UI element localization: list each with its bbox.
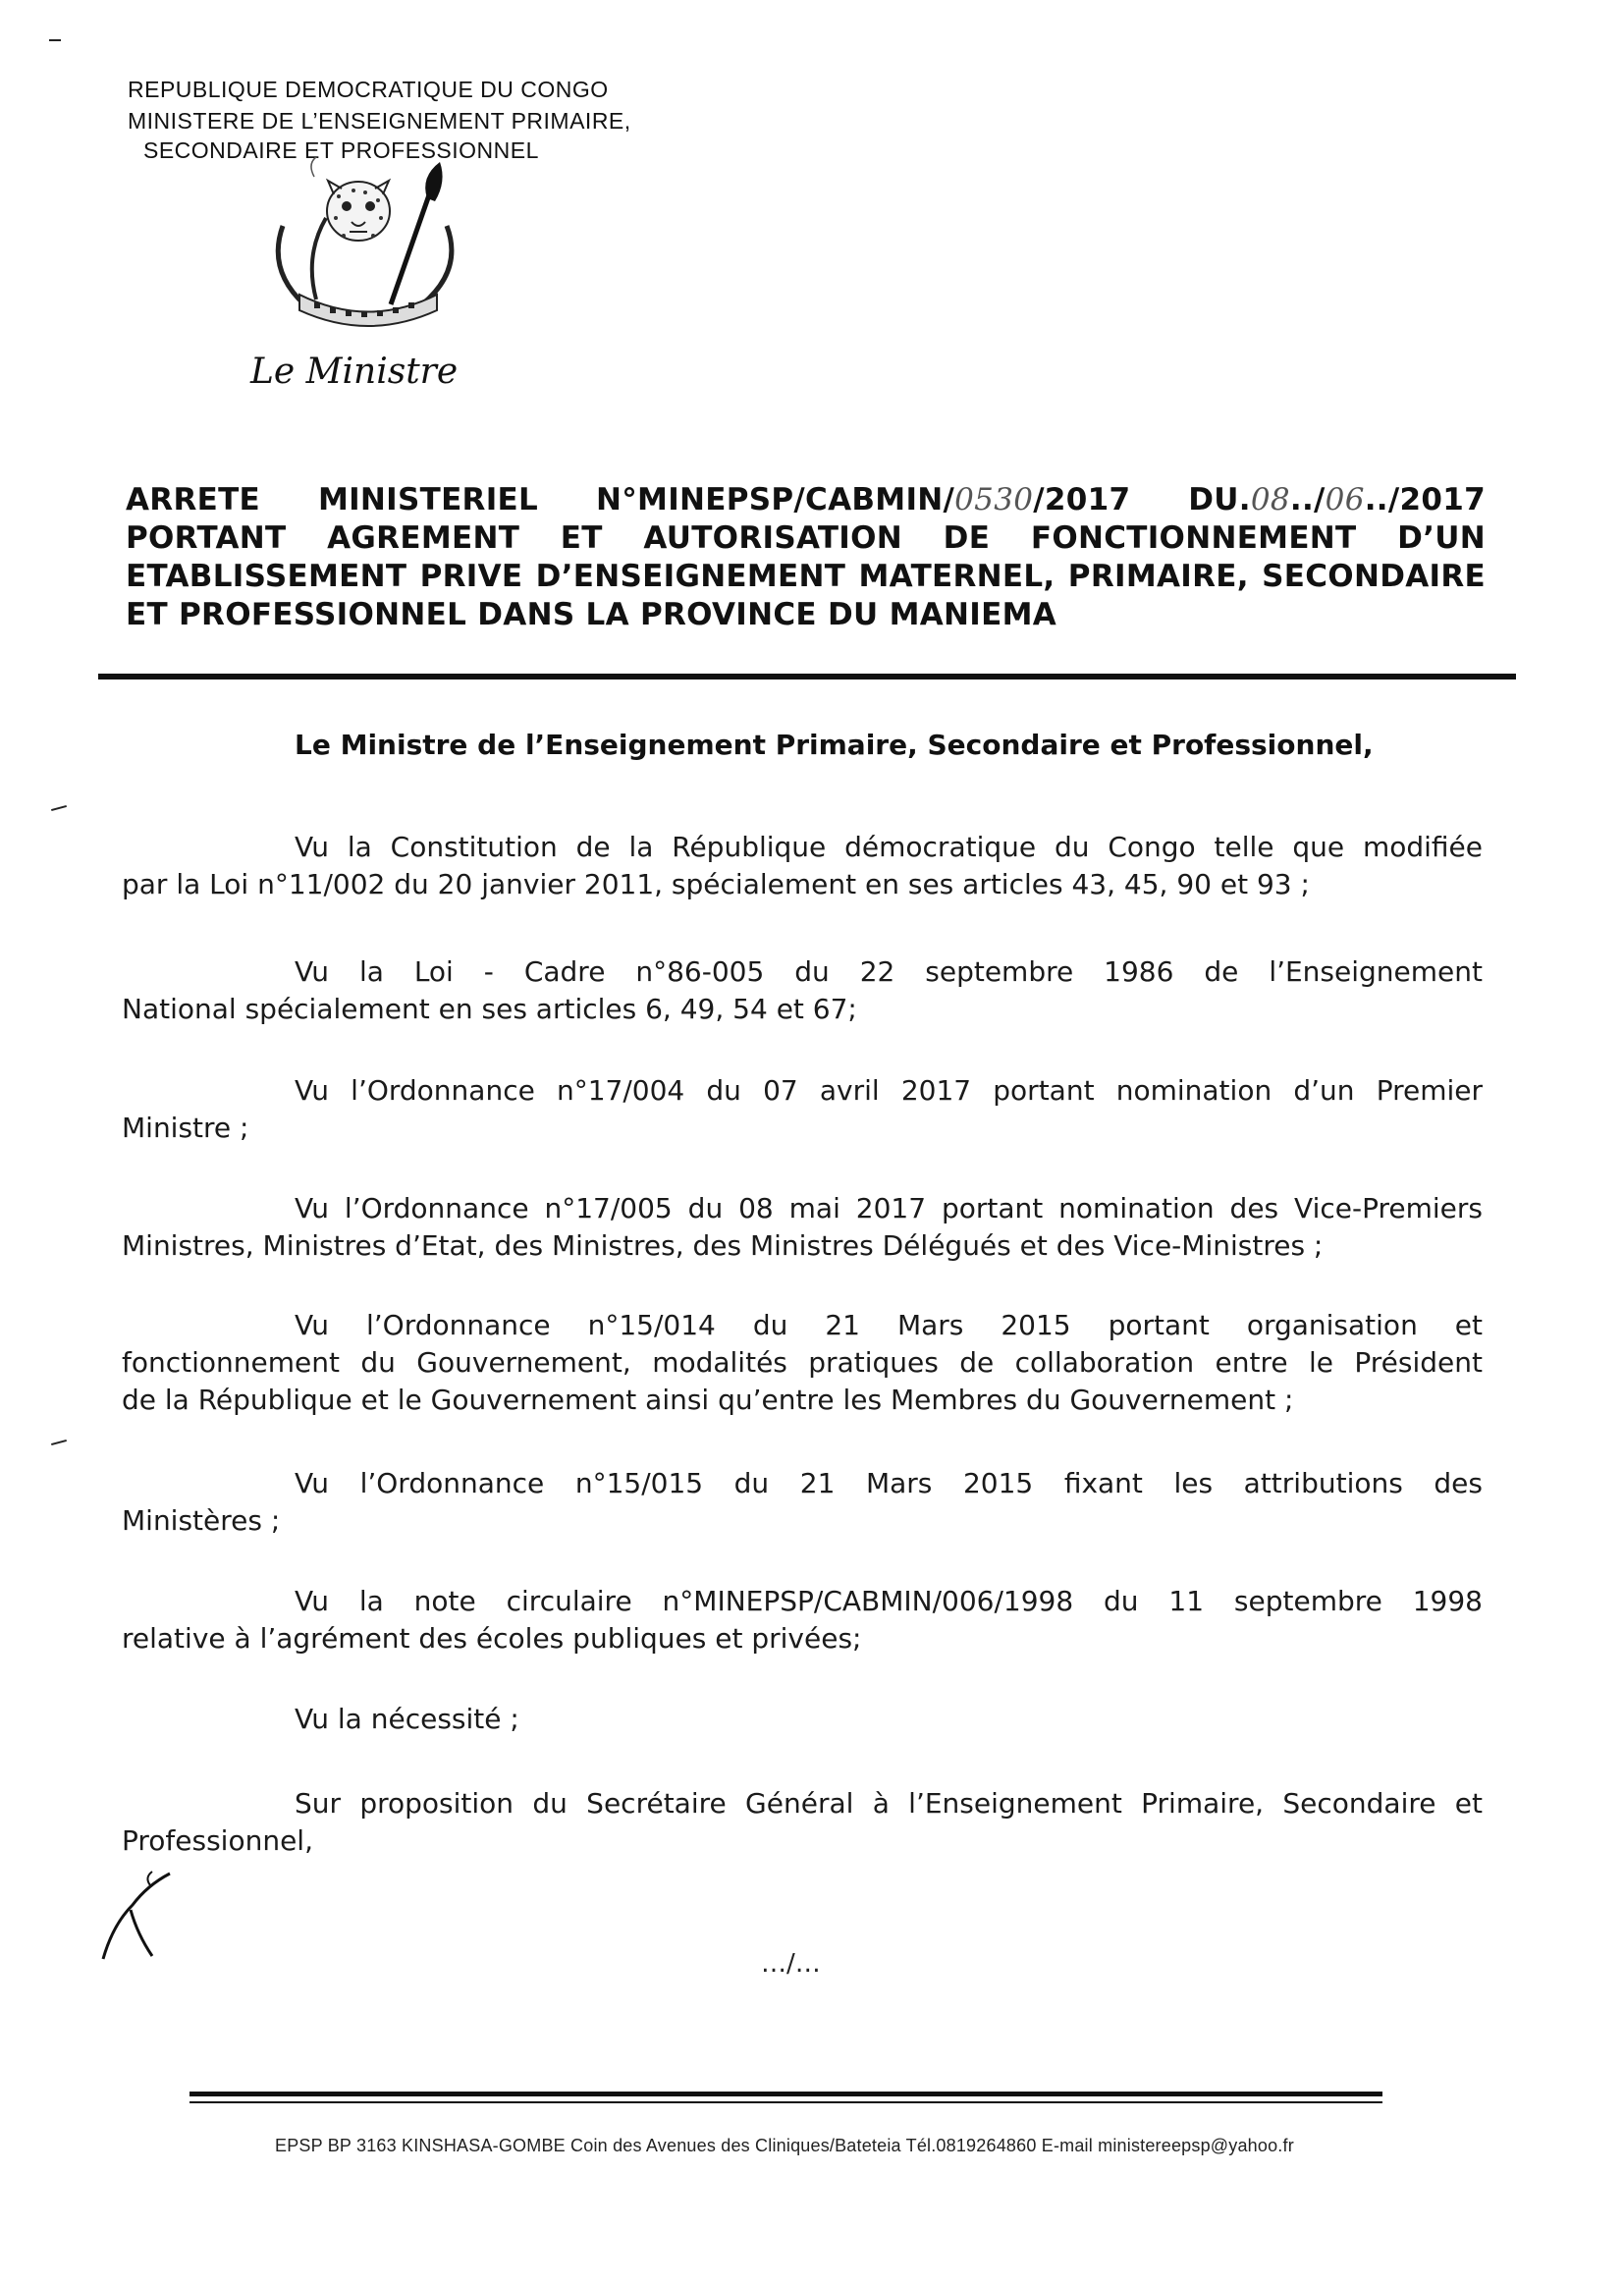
footer-address: EPSP BP 3163 KINSHASA-GOMBE Coin des Avenues des Cliniques/Bateteia Tél.0819264860 E-mail ministereepsp@yahoo.fr xyxy=(275,2136,1294,2155)
coat-of-arms-emblem xyxy=(245,157,491,329)
title-line-4: ET PROFESSIONNEL DANS LA PROVINCE DU MANIEMA xyxy=(126,597,1057,632)
title-ref-prefix: ARRETE MINISTERIEL N°MINEPSP/CABMIN/ xyxy=(126,482,955,517)
considerant-ordonnance-15-015 xyxy=(122,1465,1483,1540)
paragraph-line: Vu l’Ordonnance n°17/004 du 07 avril 2017 portant nomination d’un Premier xyxy=(295,1074,1483,1107)
handwritten-month: 06 xyxy=(1325,482,1365,517)
considerant-ordonnance-17-005 xyxy=(122,1190,1483,1265)
paragraph-line: de la République et le Gouvernement ainsi qu’entre les Membres du Gouvernement ; xyxy=(122,1384,1294,1416)
considerant-ordonnance-17-004 xyxy=(122,1072,1483,1147)
scan-mark xyxy=(51,805,67,811)
paragraph-line: relative à l’agrément des écoles publiques et privées; xyxy=(122,1622,862,1655)
considerant-constitution xyxy=(122,829,1483,903)
footer-divider xyxy=(189,2092,1382,2096)
paragraph-line: National spécialement en ses articles 6, 49, 54 et 67; xyxy=(122,993,857,1025)
considerant-loi-cadre xyxy=(122,953,1483,1028)
footer-divider-thin xyxy=(189,2101,1382,2103)
title-line-2: PORTANT AGREMENT ET AUTORISATION DE FONCTIONNEMENT D’UN xyxy=(126,520,1486,556)
paragraph-line: Ministères ; xyxy=(122,1504,281,1537)
title-divider xyxy=(98,674,1516,679)
considerant-proposition xyxy=(122,1785,1483,1860)
title-ref-end: ../2017 xyxy=(1364,482,1486,517)
paragraph-line: Vu l’Ordonnance n°17/005 du 08 mai 2017 portant nomination des Vice-Premiers xyxy=(295,1192,1483,1224)
paragraph-line: Sur proposition du Secrétaire Général à l’Enseignement Primaire, Secondaire et xyxy=(295,1787,1483,1820)
handwritten-initials xyxy=(93,1866,182,1964)
title-ref-year: /2017 DU. xyxy=(1033,482,1251,517)
paragraph-line: Vu l’Ordonnance n°15/014 du 21 Mars 2015 portant organisation et xyxy=(295,1309,1483,1341)
decree-title xyxy=(126,481,1486,634)
handwritten-decree-number: 0530 xyxy=(954,482,1034,517)
scan-mark xyxy=(49,39,61,41)
header-ministry: MINISTERE DE L’ENSEIGNEMENT PRIMAIRE, xyxy=(128,108,631,134)
paragraph-line: Vu l’Ordonnance n°15/015 du 21 Mars 2015 fixant les attributions des xyxy=(295,1467,1483,1499)
minister-signature-label: Le Ministre xyxy=(250,352,459,392)
scan-mark xyxy=(51,1440,67,1445)
paragraph-line: Ministre ; xyxy=(122,1112,249,1144)
paragraph-line: Vu la Constitution de la République démocratique du Congo telle que modifiée xyxy=(295,831,1483,863)
header-country: REPUBLIQUE DEMOCRATIQUE DU CONGO xyxy=(128,77,609,102)
considerant-necessite xyxy=(122,1701,1483,1738)
title-ref-sep: ../ xyxy=(1289,482,1326,517)
paragraph-line: Ministres, Ministres d’Etat, des Ministres, des Ministres Délégués et des Vice-Ministres ; xyxy=(122,1229,1324,1262)
considerant-note-circulaire xyxy=(122,1583,1483,1658)
paragraph-line: Professionnel, xyxy=(122,1824,313,1857)
continuation-mark: …/… xyxy=(761,1949,821,1979)
intro-heading: Le Ministre de l’Enseignement Primaire, Secondaire et Professionnel, xyxy=(295,729,1374,761)
paragraph-line: Vu la nécessité ; xyxy=(295,1703,519,1735)
title-line-1 xyxy=(126,481,1486,519)
paragraph-line: par la Loi n°11/002 du 20 janvier 2011, spécialement en ses articles 43, 45, 90 et 93 ; xyxy=(122,868,1310,900)
handwritten-day: 08 xyxy=(1250,482,1290,517)
paragraph-line: Vu la note circulaire n°MINEPSP/CABMIN/006/1998 du 11 septembre 1998 xyxy=(295,1585,1483,1617)
title-line-3: ETABLISSEMENT PRIVE D’ENSEIGNEMENT MATERNEL, PRIMAIRE, SECONDAIRE xyxy=(126,559,1486,594)
paragraph-line: Vu la Loi - Cadre n°86-005 du 22 septembre 1986 de l’Enseignement xyxy=(295,955,1483,988)
header-ministry-cont: SECONDAIRE ET PROFESSIONNEL xyxy=(143,137,539,163)
considerant-ordonnance-15-014 xyxy=(122,1307,1483,1419)
paragraph-line: fonctionnement du Gouvernement, modalités pratiques de collaboration entre le Président xyxy=(122,1346,1483,1379)
